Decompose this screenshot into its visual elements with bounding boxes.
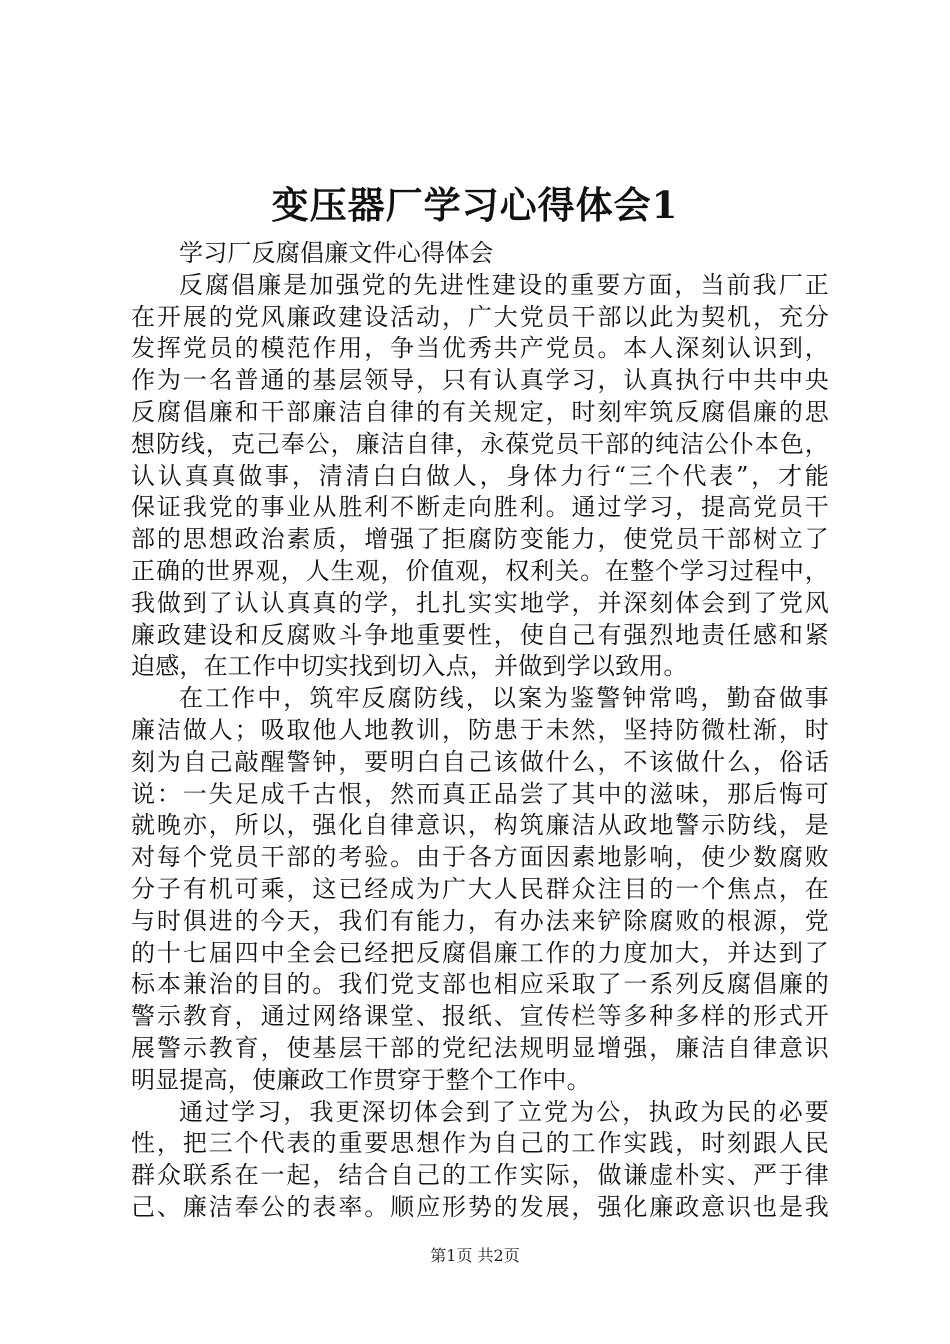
page-footer: 第1页 共2页 xyxy=(430,1246,520,1265)
text-line: 明显提高，使廉政工作贯穿于整个工作中。 xyxy=(131,1065,591,1094)
subtitle-line: 学习厂反腐倡廉文件心得体会 xyxy=(179,239,494,267)
text-line: 部的思想政治素质，增强了拒腐防变能力，使党员干部树立了 xyxy=(131,525,829,554)
text-line: 保证我党的事业从胜利不断走向胜利。通过学习，提高党员干 xyxy=(131,493,829,522)
text-line: 发挥党员的模范作用，争当优秀共产党员。本人深刻认识到， xyxy=(131,334,829,363)
text-line: 作为一名普通的基层领导，只有认真学习，认真执行中共中央 xyxy=(131,366,829,395)
text-line: 通过学习，我更深切体会到了立党为公，执政为民的必要 xyxy=(179,1097,829,1126)
text-line: 群众联系在一起，结合自己的工作实际，做谦虚朴实、严于律 xyxy=(131,1161,829,1190)
text-line: 我做到了认认真真的学，扎扎实实地学，并深刻体会到了党风 xyxy=(131,588,829,617)
text-line: 正确的世界观，人生观，价值观，权利关。在整个学习过程中， xyxy=(131,556,829,585)
text-line: 廉政建设和反腐败斗争地重要性，使自己有强烈地责任感和紧 xyxy=(131,620,829,649)
text-line: 说：一失足成千古恨，然而真正品尝了其中的滋味，那后悔可 xyxy=(131,779,829,808)
text-line: 就晚亦，所以，强化自律意识，构筑廉洁从政地警示防线，是 xyxy=(131,811,829,840)
text-line: 反腐倡廉和干部廉洁自律的有关规定，时刻牢筑反腐倡廉的思 xyxy=(131,397,829,426)
text-line: 对每个党员干部的考验。由于各方面因素地影响，使少数腐败 xyxy=(131,843,829,872)
text-line: 廉洁做人；吸取他人地教训，防患于未然，坚持防微杜渐，时 xyxy=(131,715,829,744)
text-line: 标本兼治的目的。我们党支部也相应采取了一系列反腐倡廉的 xyxy=(131,970,829,999)
text-line: 刻为自己敲醒警钟，要明白自己该做什么，不该做什么，俗话 xyxy=(131,747,829,776)
text-line: 性，把三个代表的重要思想作为自己的工作实践，时刻跟人民 xyxy=(131,1129,829,1158)
text-line: 警示教育，通过网络课堂、报纸、宣传栏等多种多样的形式开 xyxy=(131,1002,829,1031)
text-line: 与时俱进的今天，我们有能力，有办法来铲除腐败的根源，党 xyxy=(131,906,829,935)
document-body xyxy=(131,238,829,1224)
text-line: 的十七届四中全会已经把反腐倡廉工作的力度加大，并达到了 xyxy=(131,938,829,967)
text-line: 展警示教育，使基层干部的党纪法规明显增强，廉洁自律意识 xyxy=(131,1033,829,1062)
text-line: 在工作中，筑牢反腐防线，以案为鉴警钟常鸣，勤奋做事 xyxy=(179,684,829,713)
text-line: 己、廉洁奉公的表率。顺应形势的发展，强化廉政意识也是我 xyxy=(131,1192,829,1221)
text-line: 迫感，在工作中切实找到切入点，并做到学以致用。 xyxy=(131,652,688,681)
text-line: 分子有机可乘，这已经成为广大人民群众注目的一个焦点，在 xyxy=(131,874,829,903)
text-line: 认认真真做事，清清白白做人，身体力行“三个代表”，才能 xyxy=(131,461,829,490)
text-line: 在开展的党风廉政建设活动，广大党员干部以此为契机，充分 xyxy=(131,302,829,331)
text-line: 反腐倡廉是加强党的先进性建设的重要方面，当前我厂正 xyxy=(179,270,829,299)
text-line: 想防线，克己奉公，廉洁自律，永葆党员干部的纯洁公仆本色， xyxy=(131,429,829,458)
document-title: 变压器厂学习心得体会1 xyxy=(271,183,679,227)
